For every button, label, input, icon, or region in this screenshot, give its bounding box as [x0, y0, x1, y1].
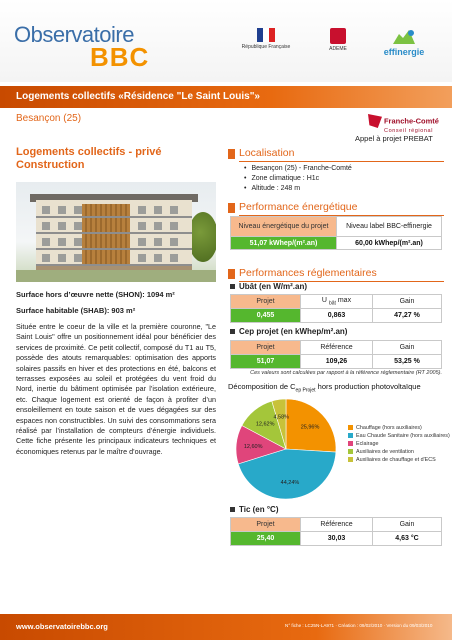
table-cell: 0,863 [301, 309, 373, 323]
pie-data-label: 44,24% [280, 479, 300, 486]
appel-projet: Appel à projet PREBAT [355, 134, 433, 143]
logo-title: Observatoire [14, 22, 134, 47]
list-item: • Besançon (25) - Franche-Comté [244, 164, 352, 174]
partner-ademe [312, 28, 364, 68]
table-header: Référence [301, 518, 373, 532]
square-bullet-icon [230, 284, 235, 289]
legend-label: Eclairage [356, 441, 379, 447]
pie-data-label: 12,60% [243, 443, 263, 450]
pie-data-label: 25,96% [300, 424, 320, 431]
performance-table [230, 216, 442, 250]
footer-meta: N° fiche : LC25N-LA971 · Création : 09/02/2010 · Version du 09/03/2010 [285, 623, 433, 628]
table-row [231, 217, 442, 237]
building-type-title: Logements collectifs - privé Construction [16, 146, 162, 171]
table-header: Référence [301, 341, 373, 355]
decomp-prefix: Décomposition de C [228, 382, 296, 391]
partner-name: effinergie [383, 47, 425, 57]
section-heading: Localisation [239, 147, 295, 159]
list-item: • Zone climatique : H1c [244, 174, 352, 184]
section-bullet-icon [228, 269, 235, 279]
table-cell: 30,03 [301, 532, 373, 546]
table-cell: 0,455 [231, 309, 301, 323]
franche-comte-logo-icon [368, 114, 382, 128]
table-cell: 60,00 kWhep/(m².an) [337, 237, 442, 250]
legend-label: Auxiliaires de ventilation [356, 449, 414, 455]
surface-shon: Surface hors d’œuvre nette (SHON): 1094 m² [16, 290, 175, 299]
table-cell: 109,26 [301, 355, 373, 369]
legend-item [348, 448, 450, 456]
u-max: max [337, 296, 352, 304]
ground [16, 270, 216, 282]
table-header: Gain [373, 341, 442, 355]
cep-title-text: Cep projet (en kWhep/m².an) [239, 327, 348, 336]
legend-swatch [348, 441, 353, 446]
project-description: Située entre le coeur de la ville et la première couronne, "Le Saint Louis" offre un positionnement idéal pour bénéficier des services de proximité. Ce petit collectif, composé du T1 au T5, possède des atouts remarquables: optimisation des apports solaires passifs en hiver et des protections en été, balcons et terrasses exposées au soleil et protégées du vent froid du Nord, inertie du bâtiment optimisée par l’isolation extérieure, etc. Chaque logement est orienté de façon à profiter d’un ensoleillement en toute saison et de vues dégagées sur des espaces non constructibles. Un suivi des consommations sera réalisé par l’installation de compteurs d’énergie individuels. Cette fiche présente les principaux indicateurs techniques et économiques retenus par le maître d’ouvrage. [16, 322, 216, 456]
list-item: • Altitude : 248 m [244, 184, 352, 194]
pie-legend [348, 424, 450, 464]
section-heading: Performance énergétique [239, 201, 358, 213]
partner-effinergie [378, 28, 430, 68]
legend-label: Eau Chaude Sanitaire (hors auxiliaires) [356, 433, 450, 439]
marianne-flag-icon [257, 28, 275, 42]
legend-swatch [348, 449, 353, 454]
square-bullet-icon [230, 329, 235, 334]
logo-bbc: BBC [90, 42, 150, 72]
section-performance [228, 202, 444, 215]
square-bullet-icon [230, 507, 235, 512]
u-symbol: U [321, 296, 327, 304]
table-row [231, 355, 442, 369]
table-cell: 53,25 % [373, 355, 442, 369]
footer-website-link[interactable]: www.observatoirebbc.org [16, 622, 108, 631]
table-header: Niveau énergétique du projet [231, 217, 337, 237]
table-header: Projet [231, 518, 301, 532]
effinergie-logo-icon [391, 28, 417, 46]
partner-republique-francaise [240, 28, 292, 68]
section-reglementaires [228, 268, 444, 281]
section-heading: Performances réglementaires [239, 267, 377, 279]
table-row [231, 341, 442, 355]
table-row [231, 295, 442, 309]
table-header: Gain [373, 518, 442, 532]
pie-data-label: 4,58% [273, 414, 290, 421]
decomposition-pie-chart [232, 395, 340, 503]
localisation-list [244, 164, 352, 194]
section-localisation [228, 148, 444, 161]
decomp-sub: ep Projet [295, 387, 316, 394]
ubat-title-text: Ubât (en W/m².an) [239, 282, 307, 291]
tree-shape [188, 212, 216, 262]
legend-label: Auxiliaires de chauffage et d'ECS [356, 457, 436, 463]
legend-item [348, 424, 450, 432]
decomposition-title [228, 382, 421, 394]
table-header: Projet [231, 341, 301, 355]
cep-title [230, 327, 347, 336]
partner-name: ADEME [329, 46, 347, 52]
region-subtitle: Conseil régional [384, 128, 434, 134]
tic-table [230, 517, 442, 546]
table-row [231, 309, 442, 323]
cep-table [230, 340, 442, 369]
table-cell: 51,07 kWhep/(m².an) [231, 237, 337, 250]
section-divider [239, 161, 444, 162]
decomp-suffix: hors production photovoltaïque [315, 382, 421, 391]
table-header [301, 295, 373, 309]
partner-name: République Française [241, 44, 291, 50]
ubat-table [230, 294, 442, 323]
page-title: Logements collectifs «Résidence "Le Saint Louis"» [16, 91, 260, 102]
legend-item [348, 456, 450, 464]
section-bullet-icon [228, 149, 235, 159]
pie-data-label: 12,62% [255, 421, 275, 428]
ubat-title [230, 282, 307, 291]
section-bullet-icon [228, 203, 235, 213]
table-header: Gain [373, 295, 442, 309]
legend-swatch [348, 457, 353, 462]
building-balconies [36, 202, 192, 270]
tic-title-text: Tic (en °C) [239, 505, 279, 514]
building-photo [16, 182, 216, 282]
table-cell: 47,27 % [373, 309, 442, 323]
tic-title [230, 505, 279, 514]
table-row [231, 237, 442, 250]
table-cell: 25,40 [231, 532, 301, 546]
region-name: Franche-Comté [383, 116, 439, 126]
region-logo [368, 114, 448, 134]
table-cell: 51,07 [231, 355, 301, 369]
table-cell: 4,63 °C [373, 532, 442, 546]
legend-swatch [348, 425, 353, 430]
city-label: Besançon (25) [16, 113, 82, 124]
legend-item [348, 440, 450, 448]
table-row [231, 532, 442, 546]
legend-swatch [348, 433, 353, 438]
legend-label: Chauffage (hors auxiliaires) [356, 425, 422, 431]
table-row [231, 518, 442, 532]
surface-shab: Surface habitable (SHAB): 903 m² [16, 306, 136, 315]
table-header: Niveau label BBC-effinergie [337, 217, 442, 237]
legend-item [348, 432, 450, 440]
table-header: Projet [231, 295, 301, 309]
u-subscript: bât [328, 300, 336, 307]
ademe-logo-icon [330, 28, 346, 44]
reference-note: Ces valeurs sont calculées par rapport à la référence réglementaire (RT 2005). [250, 370, 442, 376]
